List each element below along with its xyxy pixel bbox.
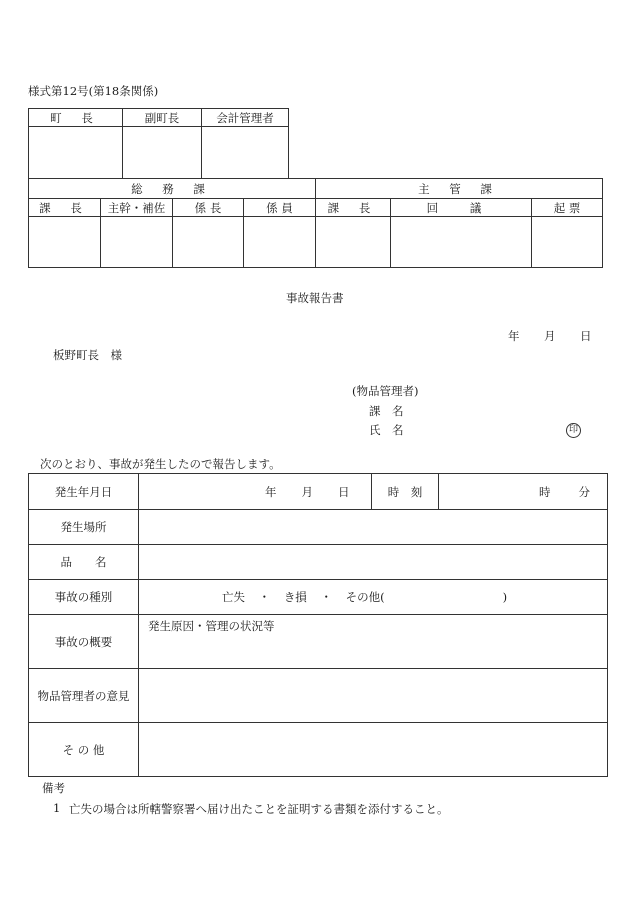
- note-number: 1: [53, 801, 61, 815]
- opinion-field[interactable]: [139, 669, 608, 723]
- section-name-label: 課 名: [369, 404, 404, 418]
- approval-stamp-cell[interactable]: [29, 127, 123, 179]
- approval-col-vice-mayor: 副町長: [123, 109, 202, 127]
- occ-day: 日: [338, 484, 350, 499]
- approval-stamp-cell[interactable]: [123, 127, 202, 179]
- approval-stamp-cell[interactable]: [202, 127, 289, 179]
- col-section-chief-2: 課 長: [316, 199, 391, 217]
- date-year: 年: [508, 329, 520, 343]
- stamp-cell[interactable]: [173, 217, 244, 268]
- type-separator: ・: [258, 590, 271, 604]
- type-damage[interactable]: き損: [283, 590, 307, 604]
- approval-col-mayor: 町 長: [29, 109, 123, 127]
- time-label: 時 刻: [372, 474, 439, 510]
- stamp-cell[interactable]: [391, 217, 532, 268]
- approval-table-top: [28, 108, 289, 179]
- type-separator: ・: [320, 590, 332, 604]
- type-other[interactable]: その他(: [345, 590, 385, 604]
- other-label: そ の 他: [29, 723, 139, 777]
- summary-label: 事故の概要: [29, 615, 139, 669]
- accident-type-label: 事故の種別: [29, 580, 139, 615]
- occ-month: 月: [301, 484, 313, 499]
- person-name-label: 氏 名: [369, 423, 404, 437]
- accident-type-field[interactable]: [139, 580, 608, 615]
- place-field[interactable]: [139, 510, 608, 545]
- date-day: 日: [580, 329, 592, 343]
- type-loss[interactable]: 亡失: [222, 590, 245, 604]
- report-table: [28, 473, 608, 777]
- stamp-cell[interactable]: [101, 217, 173, 268]
- group-general-affairs: 総 務 課: [29, 179, 316, 199]
- type-other-close: ): [502, 590, 508, 604]
- group-managing-dept: 主 管 課: [316, 179, 603, 199]
- summary-hint: 発生原因・管理の状況等: [148, 619, 275, 633]
- stamp-cell[interactable]: [29, 217, 101, 268]
- stamp-cell[interactable]: [532, 217, 603, 268]
- notes-heading: 備考: [42, 781, 65, 795]
- stamp-cell[interactable]: [244, 217, 316, 268]
- col-section-chief-1: 課 長: [29, 199, 101, 217]
- document-title: 事故報告書: [286, 291, 344, 305]
- summary-field[interactable]: [139, 615, 608, 669]
- col-drafter: 起 票: [532, 199, 603, 217]
- item-label: 品 名: [29, 545, 139, 580]
- col-circulation: 回 議: [391, 199, 532, 217]
- col-staff: 係 員: [244, 199, 316, 217]
- item-field[interactable]: [139, 545, 608, 580]
- approval-col-accounting: 会計管理者: [202, 109, 289, 127]
- occ-year: 年: [265, 484, 277, 499]
- date-month: 月: [544, 329, 556, 343]
- approval-table-main: [28, 178, 603, 268]
- occ-minute: 分: [578, 484, 590, 499]
- reporter-role: (物品管理者): [352, 384, 419, 398]
- stamp-cell[interactable]: [316, 217, 391, 268]
- seal-icon: 印: [566, 423, 581, 438]
- col-unit-chief: 係 長: [173, 199, 244, 217]
- opinion-label: 物品管理者の意見: [29, 669, 139, 723]
- seal-mark: [566, 421, 581, 438]
- occ-hour: 時: [539, 484, 551, 499]
- col-deputy: 主幹・補佐: [101, 199, 173, 217]
- other-field[interactable]: [139, 723, 608, 777]
- intro-text: 次のとおり、事故が発生したので報告します。: [40, 457, 281, 471]
- occurrence-date-field[interactable]: [139, 474, 372, 510]
- place-label: 発生場所: [29, 510, 139, 545]
- occurrence-date-label: 発生年月日: [29, 474, 139, 510]
- note-text: 亡失の場合は所轄警察署へ届け出たことを証明する書類を添付すること。: [69, 802, 449, 816]
- time-field[interactable]: [439, 474, 608, 510]
- form-number: 様式第12号(第18条関係): [28, 84, 159, 98]
- addressee: 板野町長 様: [53, 348, 122, 362]
